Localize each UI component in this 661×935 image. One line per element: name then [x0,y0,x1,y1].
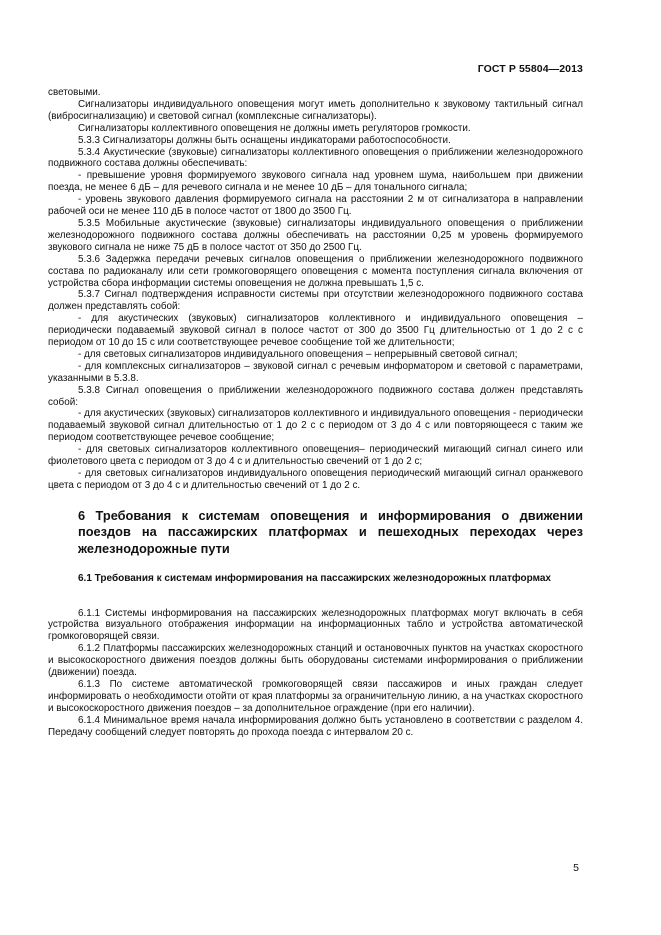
list-item: - для световых сигнализаторов индивидуального оповещения – непрерывный световой сигнал; [78,348,518,360]
clause-5-3-6: 5.3.6 Задержка передачи речевых сигналов оповещения о приближении железнодорожного подвижного состава по радиоканалу или сети громкоговорящего оповещения с момента поступления сигнала включения от устройства сбора информации системы оповещения не должна превышать 1,5 с. [48,253,583,289]
list-item: - превышение уровня формируемого звукового сигнала над уровнем шума, наибольшем при движении поезда, не менее 6 дБ – для речевого сигнала и не менее 10 дБ – для тонального сигнала; [48,170,583,194]
paragraph: Сигнализаторы индивидуального оповещения могут иметь дополнительно к звуковому тактильный сигнал (вибросигнализацию) и световой сигнал (комплексные сигнализаторы). [48,98,583,122]
list-item: - для акустических (звуковых) сигнализаторов коллективного и индивидуального оповещения – периодически подаваемый звуковой сигнал в полосе частот от 300 до 3500 Гц длительностью от 1 до 2 с с периодом от 10 до 15 с или соответствующее речевое сообщение той же длительности; [48,313,583,349]
clause-5-3-3: 5.3.3 Сигнализаторы должны быть оснащены индикаторами работоспособности. [78,134,451,146]
list-item: - для световых сигнализаторов коллективного оповещения– периодический мигающий сигнал синего или фиолетового цвета с периодом от 3 до 4 с и длительностью свечений от 1 до 2 с; [48,444,583,468]
clause-5-3-7: 5.3.7 Сигнал подтверждения исправности системы при отсутствии железнодорожного подвижного состава должен представлять собой: [48,289,583,313]
list-item: - для световых сигнализаторов индивидуального оповещения периодический мигающий сигнал оранжевого цвета с периодом от 3 до 4 с и длительностью свечений от 1 до 2 с. [48,468,583,491]
list-item: - для акустических (звуковых) сигнализаторов коллективного и индивидуального оповещения - периодически подаваемый звуковой сигнал длительностью от 1 до 2 с с периодом от 3 до 4 с или повторяющееся с таким же периодом соответствующее речевое сообщение; [48,408,583,444]
document-standard-id: ГОСТ Р 55804—2013 [477,63,583,75]
clause-5-3-4: 5.3.4 Акустические (звуковые) сигнализаторы коллективного оповещения о приближении железнодорожного подвижного состава должны обеспечивать: [48,146,583,170]
page-number: 5 [573,862,579,874]
clause-6-1-3: 6.1.3 По системе автоматической громкоговорящей связи пассажиров и иных граждан следует информировать о необходимости отойти от края платформы за ограничительную линию, а на участках скоростного и высокоскоростного движения поездов – за дополнительное ограждение (при его наличии). [48,678,583,714]
subsection-6-1-heading: 6.1 Требования к системам информирования на пассажирских железнодорожных платформах [78,573,551,585]
paragraph: световыми. [48,87,101,98]
list-item: - уровень звукового давления формируемого сигнала на расстоянии 2 м от сигнализатора в направлении рабочей оси не менее 110 дБ в полосе частот от 1800 до 3500 Гц. [48,194,583,218]
clause-6-1-1: 6.1.1 Системы информирования на пассажирских железнодорожных платформах могут включать в себя устройства визуального отображения информации на информационных табло и устройства автоматической громкоговорящей связи. [48,607,583,643]
document-body [48,87,583,739]
section-6-heading: 6 Требования к системам оповещения и информирования о движении поездов на пассажирских платформах и пешеходных переходах через железнодорожные пути [78,507,583,556]
clause-6-1-4: 6.1.4 Минимальное время начала информирования должно быть установлено в соответствии с разделом 4. Передачу сообщений следует повторять до прохода поезда с интервалом 20 с. [48,714,583,738]
paragraph: Сигнализаторы коллективного оповещения не должны иметь регуляторов громкости. [78,122,471,134]
clause-5-3-5: 5.3.5 Мобильные акустические (звуковые) сигнализаторы индивидуального оповещения о приближении железнодорожного подвижного состава должны обеспечивать на расстоянии 0,25 м уровень формируемого звукового сигнала не ниже 75 дБ в полосе частот от 350 до 2500 Гц. [48,217,583,253]
clause-6-1-2: 6.1.2 Платформы пассажирских железнодорожных станций и остановочных пунктов на участках скоростного и высокоскоростного движения поездов должны быть оборудованы системами информирования о приближении (движении) поезда. [48,643,583,679]
list-item: - для комплексных сигнализаторов – звуковой сигнал с речевым информатором и световой с параметрами, указанными в 5.3.8. [48,360,583,384]
clause-5-3-8: 5.3.8 Сигнал оповещения о приближении железнодорожного подвижного состава должен представлять собой: [48,384,583,408]
